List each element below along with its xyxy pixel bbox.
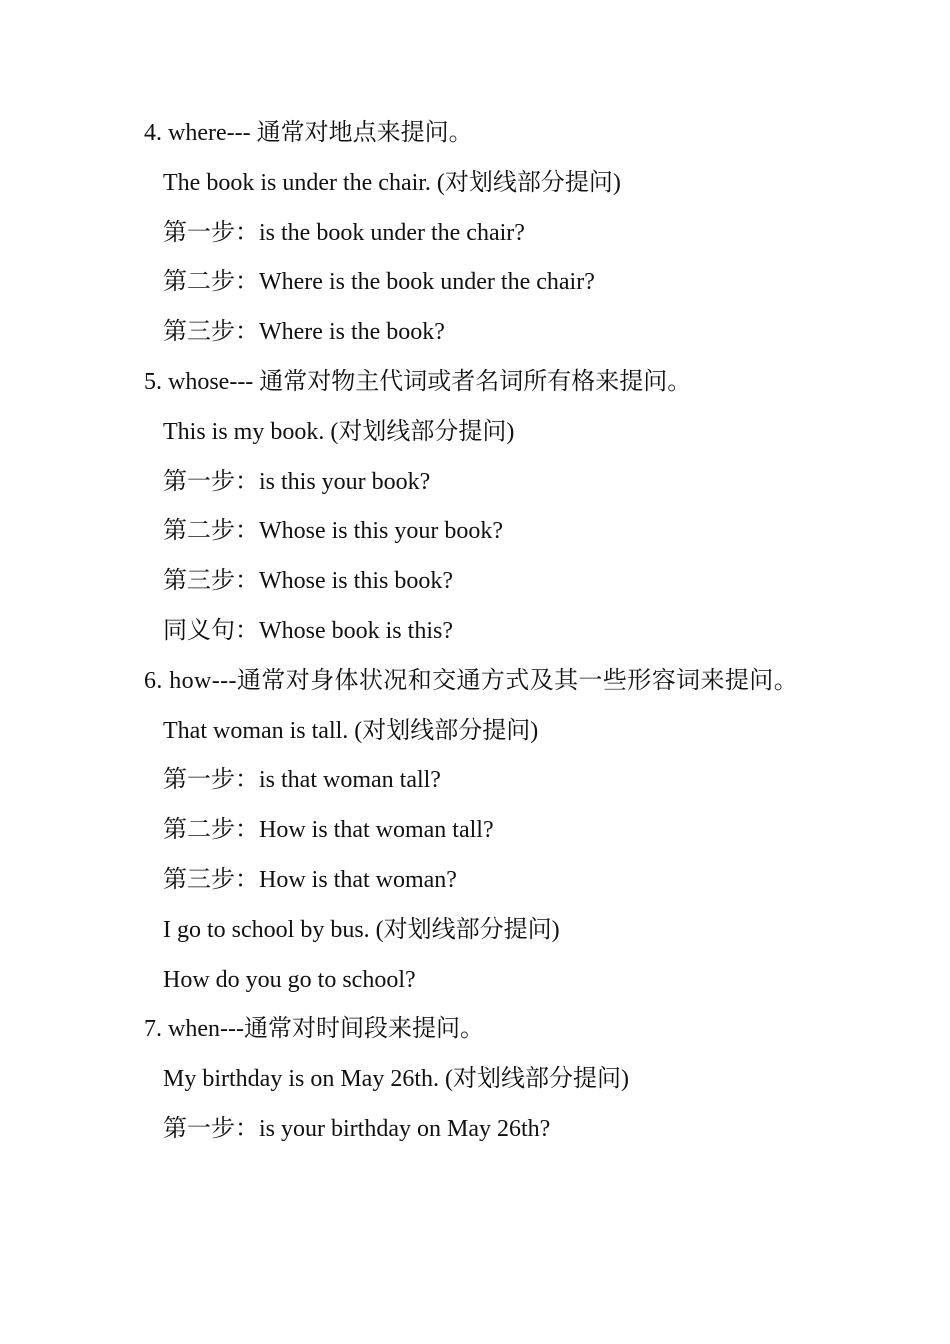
step-line: 第一步：is your birthday on May 26th? [163,1115,551,1142]
step-line: 第一步：is that woman tall? [163,767,441,794]
step-line: 第一步：is this your book? [163,468,431,495]
section-heading-how: 6. how---通常对身体状况和交通方式及其一些形容词来提问。 [144,667,799,694]
document-body [144,109,814,1155]
step-line: 第一步：is the book under the chair? [163,219,525,246]
section-heading-when: 7. when---通常对时间段来提问。 [144,1016,484,1043]
synonym-line: 同义句：Whose book is this? [163,617,453,644]
section-heading-where: 4. where--- 通常对地点来提问。 [144,120,473,146]
step-line: 第二步：Where is the book under the chair? [163,269,595,296]
step-line: 第三步：How is that woman? [163,866,457,893]
example-sentence: I go to school by bus. (对划线部分提问) [163,916,560,943]
answer-line: How do you go to school? [163,966,416,993]
example-sentence: The book is under the chair. (对划线部分提问) [163,169,621,196]
example-sentence: This is my book. (对划线部分提问) [163,418,515,445]
example-sentence: That woman is tall. (对划线部分提问) [163,717,539,744]
step-line: 第三步：Where is the book? [163,319,445,346]
step-line: 第二步：How is that woman tall? [163,817,494,844]
step-line: 第三步：Whose is this book? [163,568,453,595]
section-heading-whose: 5. whose--- 通常对物主代词或者名词所有格来提问。 [144,368,692,395]
step-line: 第二步：Whose is this your book? [163,518,503,545]
example-sentence: My birthday is on May 26th. (对划线部分提问) [163,1066,629,1093]
